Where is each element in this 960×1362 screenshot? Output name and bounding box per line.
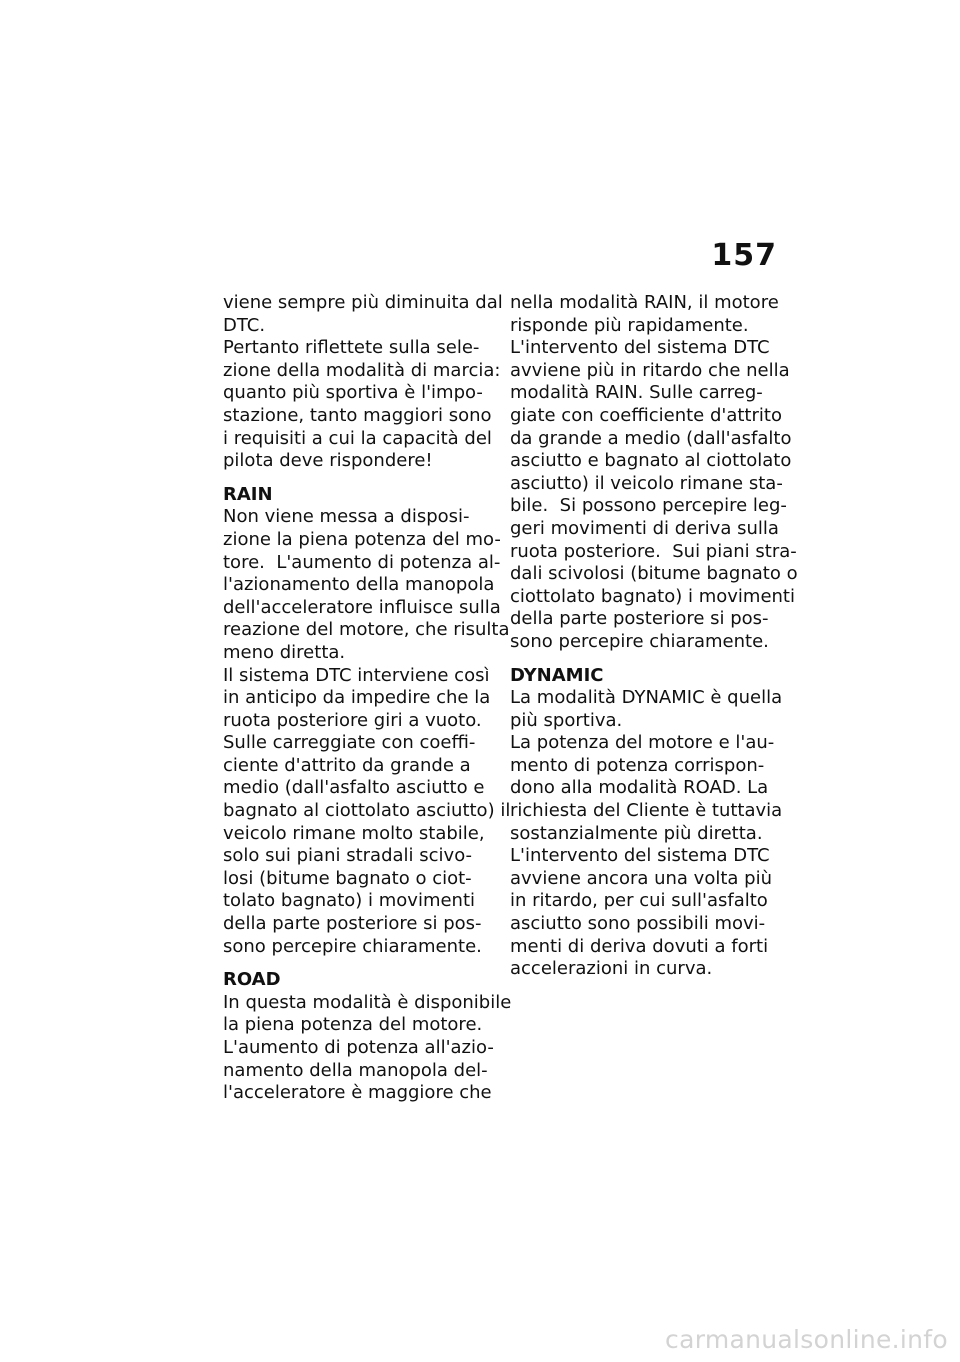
text-line: viene sempre più diminuita dal: [223, 292, 503, 313]
text-line: dali scivolosi (bitume bagnato o: [510, 563, 798, 585]
text-line: tolato bagnato) i movimenti: [223, 890, 476, 912]
text-line: avviene più in ritardo che nella: [510, 359, 790, 381]
text-line: menti di deriva dovuti a forti: [510, 935, 769, 957]
text-line: medio (dall'asfalto asciutto e: [223, 777, 485, 799]
text-line: Il sistema DTC interviene così: [223, 664, 490, 686]
text-line: L'intervento del sistema DTC: [510, 845, 770, 867]
text-line: l'acceleratore è maggiore che: [223, 1082, 492, 1104]
text-line: namento della manopola del-: [223, 1059, 488, 1081]
text-line: mento di potenza corrispon-: [510, 754, 765, 776]
text-line: nella modalità RAIN, il motore: [510, 292, 779, 313]
text-line: ruota posteriore giri a vuoto.: [223, 709, 482, 731]
text-line: richiesta del Cliente è tuttavia: [510, 800, 783, 822]
text-line: zione della modalità di marcia:: [223, 359, 501, 381]
intro-paragraph: [223, 292, 503, 473]
text-line: della parte posteriore si pos-: [223, 913, 482, 935]
rain-heading: RAIN: [223, 483, 273, 505]
text-line: asciutto e bagnato al ciottolato: [510, 450, 792, 472]
text-line: meno diretta.: [223, 641, 346, 663]
text-line: la piena potenza del motore.: [223, 1014, 483, 1036]
text-line: solo sui piani stradali scivo-: [223, 845, 473, 867]
left-column: [223, 292, 512, 1105]
text-line: L'intervento del sistema DTC: [510, 337, 770, 359]
text-line: bagnato al ciottolato asciutto) il: [223, 800, 511, 822]
text-line: tore. L'aumento di potenza al-: [223, 551, 501, 573]
text-line: più sportiva.: [510, 709, 623, 731]
text-line: modalità RAIN. Sulle carreg-: [510, 382, 763, 404]
text-line: quanto più sportiva è l'impo-: [223, 382, 483, 404]
text-line: dell'acceleratore influisce sulla: [223, 596, 501, 618]
watermark: carmanualsonline.info: [665, 1325, 948, 1354]
text-line: ruota posteriore. Sui piani stra-: [510, 540, 797, 562]
text-line: dono alla modalità ROAD. La: [510, 777, 769, 799]
road-paragraph: [223, 991, 512, 1105]
text-line: in ritardo, per cui sull'asfalto: [510, 890, 768, 912]
text-line: risponde più rapidamente.: [510, 314, 749, 336]
text-line: In questa modalità è disponibile: [223, 991, 512, 1013]
text-line: zione la piena potenza del mo-: [223, 528, 501, 550]
rain-paragraph: [223, 506, 511, 958]
road-paragraph-continued: [510, 292, 798, 654]
text-line: sostanzialmente più diretta.: [510, 822, 763, 844]
text-line: Sulle carreggiate con coeffi-: [223, 732, 476, 754]
text-line: reazione del motore, che risulta: [223, 619, 510, 641]
text-line: della parte posteriore si pos-: [510, 608, 769, 630]
text-line: Pertanto riflettete sulla sele-: [223, 337, 480, 359]
text-line: i requisiti a cui la capacità del: [223, 427, 492, 449]
text-line: DTC.: [223, 314, 266, 336]
text-line: La modalità DYNAMIC è quella: [510, 687, 783, 709]
text-line: l'azionamento della manopola: [223, 574, 495, 596]
text-line: sono percepire chiaramente.: [510, 630, 769, 652]
text-line: avviene ancora una volta più: [510, 867, 772, 889]
right-column: [510, 292, 798, 981]
text-line: asciutto) il veicolo rimane sta-: [510, 472, 783, 494]
text-line: asciutto sono possibili movi-: [510, 913, 766, 935]
text-line: bile. Si possono percepire leg-: [510, 495, 787, 517]
text-line: ciente d'attrito da grande a: [223, 754, 471, 776]
page-number: 157: [711, 238, 777, 273]
text-line: La potenza del motore e l'au-: [510, 732, 775, 754]
text-line: ciottolato bagnato) i movimenti: [510, 585, 795, 607]
text-line: sono percepire chiaramente.: [223, 935, 482, 957]
text-line: L'aumento di potenza all'azio-: [223, 1037, 494, 1058]
text-line: pilota deve rispondere!: [223, 450, 433, 472]
text-line: da grande a medio (dall'asfalto: [510, 427, 792, 449]
text-line: Non viene messa a disposi-: [223, 506, 470, 528]
text-line: losi (bitume bagnato o ciot-: [223, 867, 472, 889]
text-line: giate con coefficiente d'attrito: [510, 404, 782, 426]
text-line: stazione, tanto maggiori sono: [223, 404, 492, 426]
text-line: geri movimenti di deriva sulla: [510, 517, 779, 539]
text-line: veicolo rimane molto stabile,: [223, 822, 485, 844]
text-line: accelerazioni in curva.: [510, 958, 713, 980]
text-line: in anticipo da impedire che la: [223, 687, 491, 709]
dynamic-heading: DYNAMIC: [510, 664, 604, 686]
dynamic-paragraph: [510, 687, 783, 981]
road-heading: ROAD: [223, 969, 281, 991]
